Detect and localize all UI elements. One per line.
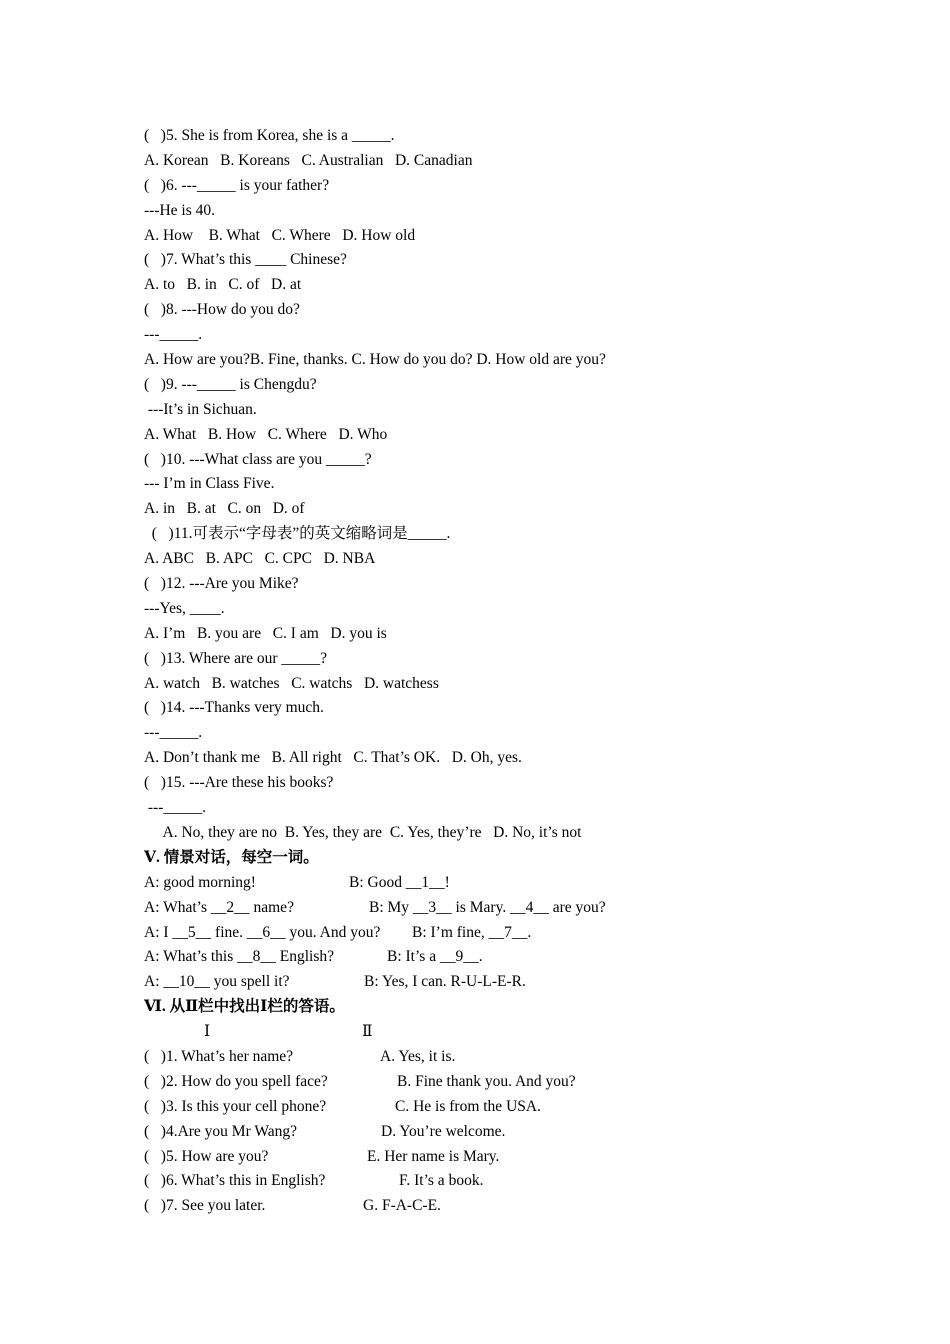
match-row: [144, 1145, 864, 1170]
answer-line-8: ---_____.: [144, 326, 203, 344]
dialogue-b: B: I’m fine, __7__.: [412, 923, 532, 941]
question-11: ( )11.可表示“字母表”的英文缩略词是_____.: [144, 525, 451, 543]
section-v: [144, 846, 864, 995]
question-14: ( )14. ---Thanks very much.: [144, 699, 324, 717]
dialogue-a: A: I __5__ fine. __6__ you. And you?: [144, 923, 381, 941]
worksheet-page: [144, 124, 864, 1219]
dialogue-b: B: My __3__ is Mary. __4__ are you?: [369, 898, 606, 916]
section-vi-heading: Ⅵ. 从Ⅱ栏中找出Ⅰ栏的答语。: [144, 998, 345, 1016]
match-answer: C. He is from the USA.: [395, 1097, 541, 1115]
section-v-heading: Ⅴ. 情景对话，每空一词。: [144, 848, 319, 866]
section-vi: [144, 995, 864, 1219]
question-13: ( )13. Where are our _____?: [144, 649, 328, 667]
dialogue-b: B: Good __1__!: [349, 873, 450, 891]
match-question: ( )5. How are you?: [144, 1147, 269, 1165]
column-1-label: Ⅰ: [204, 1023, 211, 1041]
match-question: ( )7. See you later.: [144, 1197, 266, 1215]
dialogue-a: A: __10__ you spell it?: [144, 973, 290, 991]
column-2-label: Ⅱ: [362, 1023, 373, 1041]
dialogue-a: A: good morning!: [144, 873, 256, 891]
options-9: A. What B. How C. Where D. Who: [144, 425, 388, 443]
match-row: [144, 1095, 864, 1120]
question-15: ( )15. ---Are these his books?: [144, 774, 334, 792]
options-8: A. How are you?B. Fine, thanks. C. How do you do? D. How old are you?: [144, 351, 606, 369]
options-13: A. watch B. watches C. watchs D. watchess: [144, 674, 439, 692]
question-7: ( )7. What’s this ____ Chinese?: [144, 251, 347, 269]
dialogue-row: [144, 970, 864, 995]
dialogue-row: [144, 871, 864, 896]
dialogue-row: [144, 945, 864, 970]
column-labels: [144, 1020, 864, 1045]
match-question: ( )1. What’s her name?: [144, 1047, 294, 1065]
match-row: [144, 1120, 864, 1145]
options-14: A. Don’t thank me B. All right C. That’s OK. D. Oh, yes.: [144, 749, 522, 767]
answer-line-6: ---He is 40.: [144, 201, 216, 219]
match-answer: F. It’s a book.: [399, 1172, 484, 1190]
options-5: A. Korean B. Koreans C. Australian D. Canadian: [144, 151, 473, 169]
options-11: A. ABC B. APC C. CPC D. NBA: [144, 550, 376, 568]
answer-line-9: ---It’s in Sichuan.: [144, 400, 257, 418]
options-12: A. I’m B. you are C. I am D. you is: [144, 624, 387, 642]
match-row: [144, 1169, 864, 1194]
match-row: [144, 1194, 864, 1219]
question-8: ( )8. ---How do you do?: [144, 301, 300, 319]
options-6: A. How B. What C. Where D. How old: [144, 226, 416, 244]
dialogue-row: [144, 896, 864, 921]
question-9: ( )9. ---_____ is Chengdu?: [144, 375, 317, 393]
match-answer: A. Yes, it is.: [380, 1047, 456, 1065]
answer-line-14: ---_____.: [144, 724, 203, 742]
match-answer: E. Her name is Mary.: [367, 1147, 500, 1165]
answer-line-15: ---_____.: [144, 799, 206, 817]
options-15: A. No, they are no B. Yes, they are C. Yes, they’re D. No, it’s not: [144, 823, 582, 841]
question-6: ( )6. ---_____ is your father?: [144, 176, 330, 194]
match-row: [144, 1045, 864, 1070]
match-row: [144, 1070, 864, 1095]
dialogue-row: [144, 921, 864, 946]
dialogue-b: B: It’s a __9__.: [387, 948, 483, 966]
match-question: ( )2. How do you spell face?: [144, 1072, 328, 1090]
options-7: A. to B. in C. of D. at: [144, 276, 302, 294]
match-question: ( )6. What’s this in English?: [144, 1172, 326, 1190]
match-answer: G. F-A-C-E.: [363, 1197, 441, 1215]
answer-line-12: ---Yes, ____.: [144, 599, 225, 617]
match-question: ( )3. Is this your cell phone?: [144, 1097, 327, 1115]
question-5: ( )5. She is from Korea, she is a _____.: [144, 127, 395, 144]
section-iv-continued: [144, 124, 864, 846]
dialogue-b: B: Yes, I can. R-U-L-E-R.: [364, 973, 526, 991]
match-question: ( )4.Are you Mr Wang?: [144, 1122, 297, 1140]
dialogue-a: A: What’s __2__ name?: [144, 898, 294, 916]
options-10: A. in B. at C. on D. of: [144, 500, 305, 518]
match-answer: B. Fine thank you. And you?: [397, 1072, 576, 1090]
dialogue-a: A: What’s this __8__ English?: [144, 948, 335, 966]
answer-line-10: --- I’m in Class Five.: [144, 475, 275, 493]
question-12: ( )12. ---Are you Mike?: [144, 575, 299, 593]
question-10: ( )10. ---What class are you _____?: [144, 450, 372, 468]
match-answer: D. You’re welcome.: [381, 1122, 506, 1140]
